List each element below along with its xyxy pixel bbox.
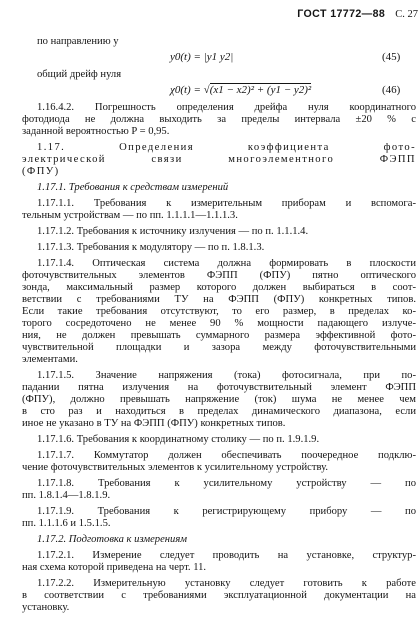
para-1-17-1-3: 1.17.1.3. Требования к модулятору — по п. 1.8.1.3. [37,242,265,253]
para-1-17-2-2-line-1: 1.17.2.2. Измерительную установку следует готовить к работе [37,578,416,589]
para-1-16-4-2-line-3: заданной вероятностью P = 0,95. [22,126,170,137]
heading-1-17-1: 1.17.1. Требования к средствам измерений [37,182,229,193]
equation-46-radicand-wrap [210,84,312,96]
equation-45-number: (45) [382,51,401,63]
standard-number: ГОСТ 17772—88 [297,8,386,20]
para-1-17-1-5-line-3: (ФПУ), должно превышать напряжение (ток) шума не менее чем [22,394,416,405]
para-1-17-1-5-line-4: в сто раз и находиться в пределах динамического диапазона, если [22,406,416,417]
para-1-17-1-4-line-2: фоточувствительных элементов ФЭПП (ФПУ) пятно оптического [22,270,416,281]
para-1-17-1-9-line-2: пп. 1.1.1.6 и 1.5.1.5. [22,518,111,529]
para-1-17-1-7-line-2: чение фоточувствительных элементов к усилительному устройству. [22,462,329,473]
equation-46-radicand: (x1 − x2)² + (y1 − y2)² [209,84,312,96]
para-1-16-4-2-line-2: фотодиода не должна выходить за пределы интервала ±20 % с [22,114,416,125]
para-1-17-1-5-line-1: 1.17.1.5. Значение напряжения (тока) фотосигнала, при по- [37,370,416,381]
para-1-17-1-6: 1.17.1.6. Требования к координатному столику — по п. 1.9.1.9. [37,434,320,445]
page-number: С. 27 [395,9,418,20]
equation-45: y0(t) = |y1 y2| [170,51,234,63]
para-1-17-1-4-line-8: чувствительной площадки и зазора между фоточувствительными [22,342,416,353]
heading-1-17-line-3: (ФПУ) [22,166,60,177]
para-1-17-1-1-line-2: тельным устройствам — по пп. 1.1.1.1—1.1.1.3. [22,210,238,221]
para-1-17-1-4-line-4: ветствии с требованиями ТУ на ФЭПП (ФПУ) конкретных типов. [22,294,416,305]
para-1-17-1-7-line-1: 1.17.1.7. Коммутатор должен обеспечивать поочередное подклю- [37,450,416,461]
para-1-17-1-4-line-7: ния, не должен превышать суммарного размера эффективной фото- [22,330,416,341]
drift-label: общий дрейф нуля [37,69,122,80]
para-1-17-1-9-line-1: 1.17.1.9. Требования к регистрирующему прибору — по [37,506,416,517]
para-1-17-1-4-line-3: зонда, максимальный размер которого должен выбираться в соот- [22,282,416,293]
para-1-17-2-2-line-2: в соответствии с требованиями эксплуатационной документации на [22,590,416,601]
para-1-17-1-2: 1.17.1.2. Требования к источнику излучения — по п. 1.1.1.4. [37,226,309,237]
intro-line: по направлению y [37,36,119,47]
para-1-17-1-5-line-5: иное не указано в ТУ на ФЭПП (ФПУ) конкретных типов. [22,418,286,429]
equation-46-number: (46) [382,84,401,96]
para-1-17-1-4-line-6: торого сосредоточено не менее 90 % мощности падающего излуче- [22,318,416,329]
para-1-17-1-4-line-5: Если такие требования отсутствуют, то его размер, в пределах ко- [22,306,416,317]
heading-1-17-line-2: электрической связи многоэлементного ФЭПП [22,154,416,165]
heading-1-17-2: 1.17.2. Подготовка к измерениям [37,534,188,545]
equation-46 [170,84,311,96]
para-1-16-4-2-line-1: 1.16.4.2. Погрешность определения дрейфа нуля координатного [37,102,416,113]
page-header [0,8,418,20]
para-1-17-1-8-line-2: пп. 1.8.1.4—1.8.1.9. [22,490,111,501]
para-1-17-2-1-line-2: ная схема которой приведена на черт. 11. [22,562,207,573]
para-1-17-2-1-line-1: 1.17.2.1. Измерение следует проводить на установке, структур- [37,550,416,561]
para-1-17-1-4-line-1: 1.17.1.4. Оптическая система должна формировать в плоскости [37,258,416,269]
para-1-17-1-4-line-9: элементами. [22,354,78,365]
para-1-17-2-2-line-3: установку. [22,602,70,613]
heading-1-17-line-1: 1.17. Определения коэффициента фото- [37,142,416,153]
equation-46-lhs: χ0(t) = √ [170,84,210,96]
para-1-17-1-1-line-1: 1.17.1.1. Требования к измерительным приборам и вспомога- [37,198,416,209]
para-1-17-1-5-line-2: падании пятна излучения на фоточувствительный элемент ФЭПП [22,382,416,393]
para-1-17-1-8-line-1: 1.17.1.8. Требования к усилительному устройству — по [37,478,416,489]
